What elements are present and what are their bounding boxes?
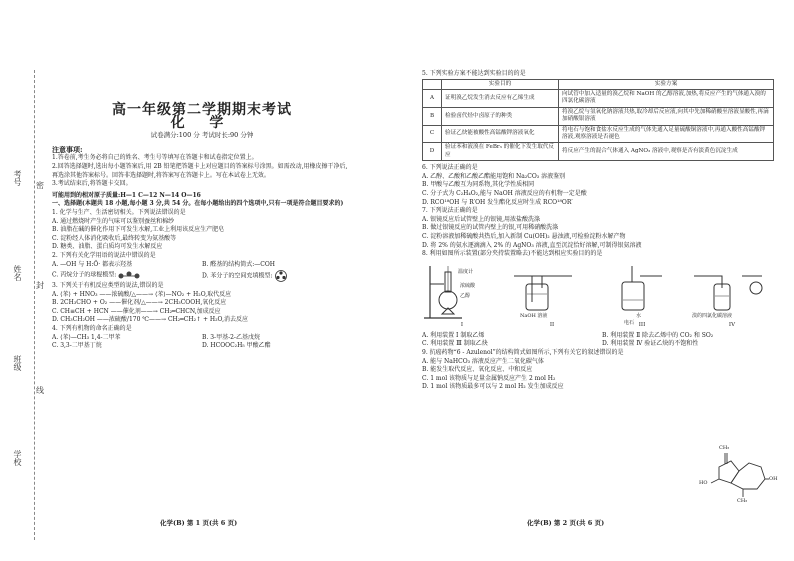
q5-table [422,79,774,162]
binding-line [34,70,35,540]
q2-option-d: D. 苯分子的空间充填模型: [202,270,352,282]
q7-stem: 7. 下列说法正确的是 [422,207,478,215]
table-row [423,107,774,125]
table-row [423,125,774,143]
table-cell: 向试管中加入适量的溴乙烷和 NaOH 的乙醇溶液,加热,将反应产生的气体通入溴的四氯化碳溶液 [559,90,774,108]
q8-apparatus [422,262,772,330]
apparatus-2-label: NaOH 溶液 [520,312,548,319]
table-header [423,79,442,89]
table-header-row [423,79,774,89]
q7-option-d: D. 将 2% 的氨水逐滴滴入 2% 的 AgNO₃ 溶液,直至沉淀恰好溶解,可制得银氨溶液 [422,241,642,249]
q2-stem: 2. 下列有关化学用语的说法中错误的是 [52,251,156,259]
apparatus-1-label: 温度计 [458,268,474,275]
q9-option-c: C. 1 mol 该物质与足量金属钠反应产生 2 mol H₂ [422,374,556,382]
note-3: 3.考试结束后,将答题卡交回。 [52,180,132,188]
space-filling-model-icon [274,270,288,282]
table-cell: 将电石与饱和食盐水反应生成的气体先通入足量硫酸铜溶液中,再通入酸性高锰酸钾溶液,观察溶液是否褪色 [559,125,774,143]
exam-subject: 化 学 [170,114,234,131]
note-2: 2.回答选择题时,选出每小题答案后,用 2B 铅笔把答题卡上对应题目的答案标号涂黑。如需改动,用橡皮擦干净后,再选涂其他答案标号。回答非选择题时,将答案写在答题卡上。写在本试卷上无效。 [52,162,348,179]
apparatus-1-label: 浓硫酸 [460,282,476,289]
page-1-footer: 化学(B) 第 1 页(共 6 页) [160,519,238,527]
q3-option-b: B. 2CH₃CHO + O₂ ——催化剂/△——→ 2CH₃COOH,氧化反应 [52,299,227,307]
table-cell: 验证苯和液溴在 FeBr₃ 的催化下发生取代反应 [442,143,559,161]
q1-stem: 1. 化学与生产、生活密切相关。下列说法错误的是 [52,208,186,216]
table-header: 实验方案 [559,79,774,89]
binding-mark-line: 线 [36,386,44,395]
q8-option-c: C. 利用装置 Ⅲ 制取乙炔 [422,340,488,348]
q6-option-a: A. 乙醇、乙酸和乙酸乙酯能用饱和 Na₂CO₃ 溶液鉴别 [422,172,566,180]
right-column [422,70,782,392]
atomic-masses: 可能用到的相对原子质量:H—1 C—12 N—14 O—16 [52,191,201,199]
binding-label-name: 姓名 [13,265,22,281]
q6-option-c: C. 分子式为 C₂H₄O₂,能与 NaOH 溶液反应的有机物一定是酸 [422,190,587,198]
table-header: 实验目的 [442,79,559,89]
q4-option-d: D. HCOOC₂H₅ 甲酸乙酯 [202,342,271,350]
table-cell: 将反应产生的混合气体通入 AgNO₃ 溶液中,观察是否有淡黄色沉淀生成 [559,143,774,161]
table-cell: A [423,90,442,108]
ball-stick-model-icon [118,271,140,279]
binding-label-id: 考号 [13,170,22,186]
q1-option-c: C. 淀粉经人体消化吸收后,最终转变为氨基酸等 [52,234,177,242]
apparatus-3-label: 电石 [624,319,635,326]
mol-label-ho: HO [699,480,708,486]
table-cell: 验证乙炔能被酸性高锰酸钾溶液氧化 [442,125,559,143]
page-2 [397,0,794,561]
q3-option-c: C. CH≡CH + HCN ——催化剂——→ CH₂═CHCN,加成反应 [52,307,221,315]
q9-option-d: D. 1 mol 该物质最多可以与 2 mol H₂ 发生加成反应 [422,383,564,391]
q4-row-2 [52,342,352,351]
apparatus-4 [692,262,772,330]
table-row [423,90,774,108]
q6-option-d: D. RCO¹⁸OH 与 R′OH 发生酯化反应时生成 RCO¹⁸OR′ [422,198,573,206]
q6-stem: 6. 下列说法正确的是 [422,164,478,172]
q1-option-b: B. 油脂在碱的催化作用下可发生水解,工业上利用该反应生产肥皂 [52,226,225,234]
q2-row-2 [52,269,352,282]
apparatus-3-label: 水 [636,312,642,319]
q6-option-b: B. 甲酸与乙酸互为同系物,其化学性质相同 [422,181,535,189]
notes-title: 注意事项: [52,144,83,154]
exam-meta: 试卷满分:100 分 考试时长:90 分钟 [150,131,254,140]
apparatus-1-roman: I [460,322,464,329]
bottle-dropper-icon [602,262,682,322]
azulenol-structure [697,443,777,507]
binding-mark-fold: 封 [36,281,44,290]
apparatus-4-label: 溴的四氯化碳溶液 [692,312,733,319]
q3-option-a: A. ⟨苯⟩ + HNO₃ ——浓硫酸/△——→ ⟨苯⟩—NO₂ + H₂O,取代反应 [52,290,232,298]
q3-stem: 3. 下列关于有机反应类型的说法,错误的是 [52,282,164,290]
q2-option-c: C. 丙烷分子的球棍模型: [52,271,202,280]
q8-option-a: A. 利用装置 Ⅰ 制取乙烯 [422,331,485,339]
apparatus-1-label: 乙醇 [460,292,471,299]
q2-option-a: A. —OH 与 H:Ö· 都表示羟基 [52,260,133,268]
q8-option-b: B. 利用装置 Ⅱ 除去乙烯中的 CO₂ 和 SO₂ [602,331,714,339]
table-cell: B [423,107,442,125]
q9-option-a: A. 能与 NaHCO₃ 溶液反应产生二氧化碳气体 [422,357,544,365]
q7-option-b: B. 做过银镜反应的试管内壁上的银,可用稀硝酸洗涤 [422,224,559,232]
q3-option-d: D. CH₃CH₂OH ——浓硫酸/170 ℃——→ CH₂═CH₂↑ + H₂O,消去反应 [52,316,249,324]
q8-stem: 8. 利用如图所示装置(部分夹持装置略去)不能达到相应实验目的的是 [422,250,603,258]
q4-option-a: A. ⟨苯⟩—CH₃ 1,4-二甲苯 [52,333,121,341]
q8-option-d: D. 利用装置 Ⅳ 验证乙炔的不饱和性 [602,340,699,348]
q4-row-1 [52,334,352,343]
q2-row-1 [52,261,352,270]
table-cell: D [423,143,442,161]
q5-stem: 5. 下列实验方案不能达到实验目的的是 [422,70,526,77]
q2-option-b: B. 醛基的结构简式:—COH [202,260,275,268]
table-row [423,143,774,161]
q9-option-b: B. 能发生取代反应、氧化反应、中和反应 [422,366,533,374]
apparatus-3-roman: III [638,322,646,329]
apparatus-3 [602,262,682,330]
section-heading: 一、选择题(本题共 18 小题,每小题 3 分,共 54 分。在每小题给出的四个选项中,只有一项是符合题目要求的) [52,200,344,208]
q1-option-d: D. 糖类、油脂、蛋白质均可发生水解反应 [52,243,163,251]
mol-label-ch3-top: CH₃ [719,445,730,451]
left-column [52,100,352,351]
exam-title: 高一年级第二学期期末考试 [112,102,292,118]
mol-label-ch3-bottom: CH₃ [737,498,748,504]
table-cell: 证明溴乙烷发生消去反应有乙烯生成 [442,90,559,108]
q4-option-b: B. 3-甲基-2-乙基戊烷 [202,333,260,341]
note-1: 1.答卷前,考生务必将自己的姓名、考生号等填写在答题卡和试卷指定位置上。 [52,154,258,162]
binding-label-class: 班级 [13,355,22,371]
q1-option-a: A. 通过燃烧时产生的气味可以鉴别蚕丝和棉纱 [52,217,175,225]
table-cell: C [423,125,442,143]
binding-mark-seal: 密 [36,181,44,190]
q7-option-a: A. 银镜反应后试管壁上的银镜,用浓盐酸洗涤 [422,215,541,223]
apparatus-1 [422,262,502,330]
q9-stem: 9. 抗癌药物“6 - Azulenol”的结构简式如图所示,下列有关它的叙述错误的是 [422,348,624,356]
mol-label-oh: OH [769,476,778,482]
q8-row-2 [422,340,782,349]
table-cell: 将溴乙烷与氢氧化钠溶液共热,取冷却后反应液,向其中先加稀硝酸至溶液显酸性,再滴加硝酸银溶液 [559,107,774,125]
binding-label-school: 学校 [13,450,22,466]
apparatus-2 [512,262,592,330]
q4-stem: 4. 下列有机物的命名正确的是 [52,325,132,333]
table-cell: 检验卤代烃中卤原子的种类 [442,107,559,125]
apparatus-2-roman: II [549,322,555,329]
apparatus-4-roman: IV [728,322,736,329]
q7-option-c: C. 淀粉溶液加稀硫酸共热后,加入新制 Cu(OH)₂ 悬浊液,可检验淀粉水解产物 [422,233,626,240]
page-2-footer: 化学(B) 第 2 页(共 6 页) [527,519,605,527]
q4-option-c: C. 3,3-二甲基丁烷 [52,342,102,350]
